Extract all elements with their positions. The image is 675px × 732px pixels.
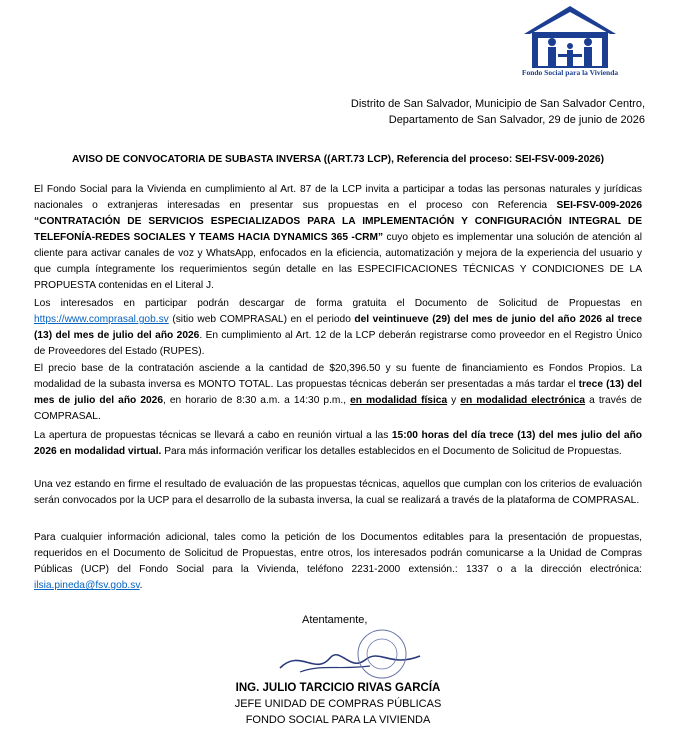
signer-role: JEFE UNIDAD DE COMPRAS PÚBLICAS bbox=[234, 698, 442, 710]
p4-time: 15:00 horas del día trece (13) del mes julio del año 2026 en modalidad virtual. bbox=[34, 430, 643, 457]
p4-text-a: La apertura de propuestas técnicas se llevará a cabo en reunión virtual a las bbox=[34, 430, 392, 441]
p3-text-g: a través de COMPRASAL. bbox=[34, 395, 642, 422]
place-line-1: Distrito de San Salvador, Municipio de San Salvador Centro, bbox=[350, 98, 645, 110]
place-line-2: Departamento de San Salvador, 29 de junio de 2026 bbox=[388, 114, 645, 126]
signature-stamp-icon bbox=[270, 628, 450, 680]
closing: Atentamente, bbox=[302, 614, 368, 626]
p2-text-b: (sitio web COMPRASAL) en el periodo bbox=[168, 314, 355, 325]
paragraph-price bbox=[34, 361, 642, 425]
place-date bbox=[225, 96, 645, 128]
p1-text-a: El Fondo Social para la Vivienda en cumplimiento al Art. 87 de la LCP invita a participar a todas las personas naturales y jurídicas nacionales o extranjeras interesadas en presentar sus propuestas en el proceso con Referencia bbox=[34, 184, 642, 211]
p2-period: del veintinueve (29) del mes de junio del año 2026 al trece (13) del mes de julio del año 2026 bbox=[34, 314, 642, 341]
signer-name: ING. JULIO TARCICIO RIVAS GARCÍA bbox=[235, 682, 441, 694]
p3-deadline: trece (13) del mes de julio del año 2026 bbox=[34, 379, 643, 406]
signer-organization: FONDO SOCIAL PARA LA VIVIENDA bbox=[245, 714, 431, 726]
document-title: AVISO DE CONVOCATORIA DE SUBASTA INVERSA ((ART.73 LCP), Referencia del proceso: SEI-FSV-009-2026) bbox=[72, 154, 604, 165]
paragraph-opening bbox=[34, 428, 642, 460]
p2-text-a: Los interesados en participar podrán descargar de forma gratuita el Documento de Solicitud de Propuestas en bbox=[34, 298, 642, 309]
p3-text-e: y bbox=[447, 395, 461, 406]
p4-text-c: Para más información verificar los detalles establecidos en el Documento de Solicitud de Propuestas. bbox=[161, 446, 622, 457]
logo-caption: Fondo Social para la Vivienda bbox=[521, 68, 619, 77]
p6-text-b: . bbox=[139, 580, 143, 591]
paragraph-invitation bbox=[34, 182, 642, 294]
comprasal-link[interactable]: https://www.comprasal.gob.sv bbox=[34, 314, 169, 325]
p3-physical: en modalidad física bbox=[350, 395, 448, 406]
contact-email-link[interactable]: ilsia.pineda@fsv.gob.sv bbox=[34, 580, 140, 591]
p2-text-d: . En cumplimiento al Art. 12 de la LCP deberán registrarse como proveedor en el Registro Único de Proveedores del Estado (RUPES). bbox=[34, 330, 643, 357]
p1-reference: SEI-FSV-009-2026 “CONTRATACIÓN DE SERVICIOS ESPECIALIZADOS PARA LA IMPLEMENTACIÓN Y CONFIGURACIÓN INTEGRAL DE TELEFONÍA-REDES SOCIALES Y TEAMS HACIA DYNAMICS 365 -CRM” bbox=[34, 200, 642, 243]
paragraph-evaluation: Una vez estando en firme el resultado de evaluación de las propuestas técnicas, aquellos que cumplan con los criterios de evaluación serán convocados por la UCP para el desarrollo de la subasta inversa, la cual se realizará a través de la plataforma de COMPRASAL. bbox=[34, 479, 642, 506]
p1-text-c: cuyo objeto es implementar una solución de atención al cliente para activar canales de voz y WhatsApp, enfocados en la eficiencia, automatización y mejora de la experiencia del usuario y que cumpla íntegramente los requerimientos según detalle en las ESPECIFICACIONES TÉCNICAS Y CONDICIONES DE LA PROPUESTA contenidas en el Literal J. bbox=[34, 232, 643, 291]
p3-text-a: El precio base de la contratación asciende a la cantidad de $20,396.50 y su fuente de financiamiento es Fondos Propios. La modalidad de la subasta inversa es MONTO TOTAL. Las propuestas técnicas deberán ser presentadas a más tardar el bbox=[34, 363, 642, 390]
p3-text-c: , en horario de 8:30 a.m. a 14:30 p.m., bbox=[162, 395, 351, 406]
p3-electronic: en modalidad electrónica bbox=[460, 395, 586, 406]
p6-text-a: Para cualquier información adicional, tales como la petición de los Documentos editables para la presentación de propuestas, requeridos en el Documento de Solicitud de Propuestas, entre otros, los interesados podrán comunicarse a la Unidad de Compras Públicas (UCP) del Fondo Social para la Vivienda, teléfono 2231-2000 extensión.: 1337 o a la dirección electrónica: bbox=[34, 532, 642, 575]
paragraph-contact bbox=[34, 530, 642, 594]
paragraph-download bbox=[34, 296, 642, 360]
